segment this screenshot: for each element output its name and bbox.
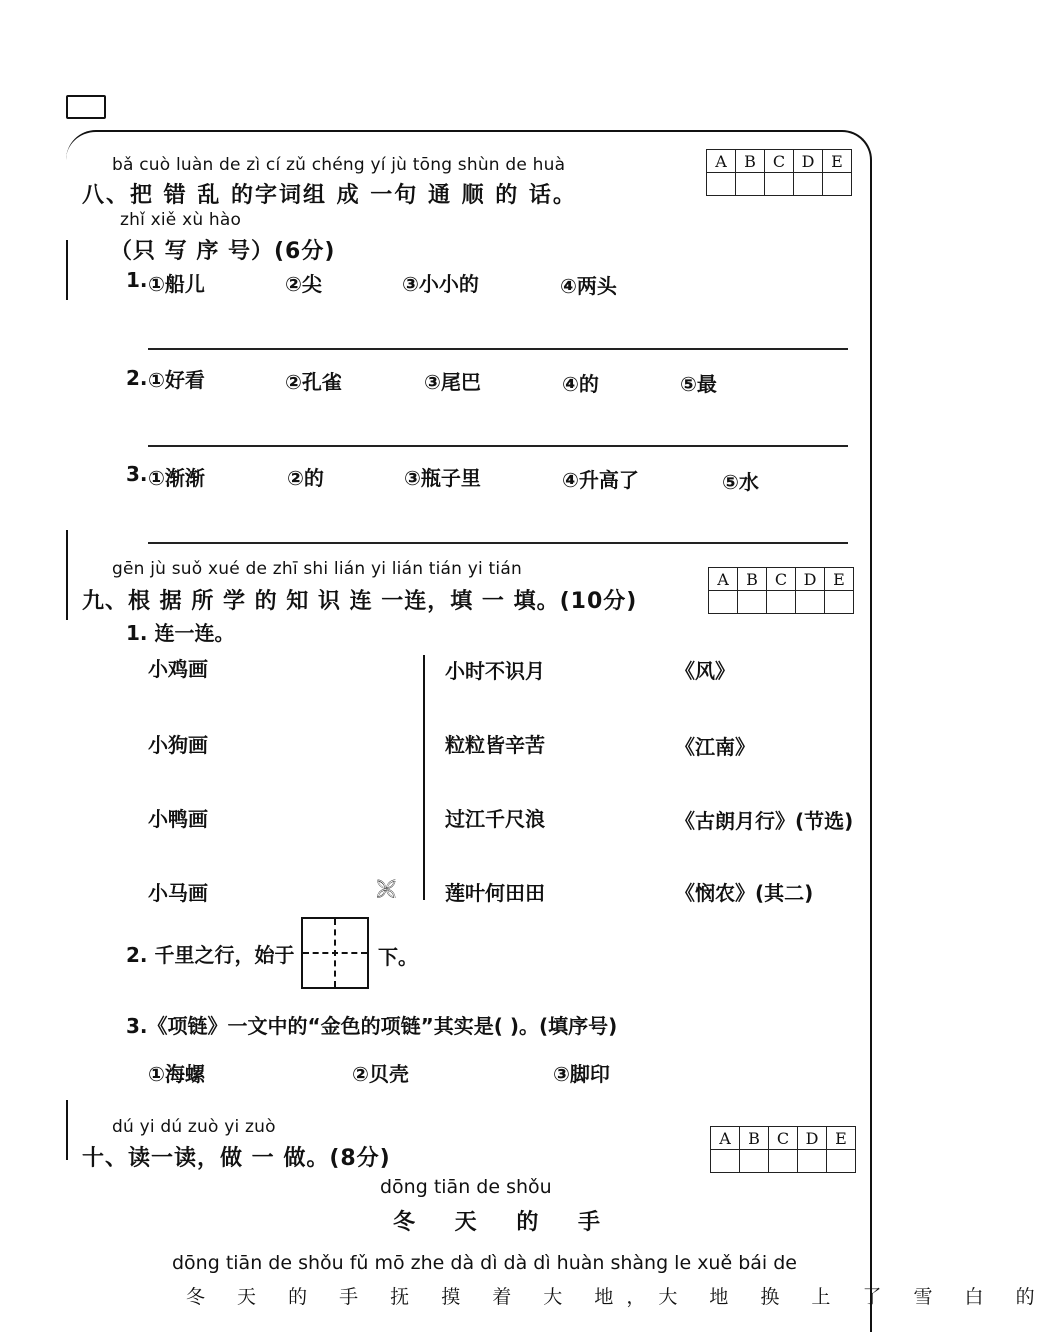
grade-cell[interactable] xyxy=(798,1150,827,1173)
q3-option: ③脚印 xyxy=(553,1062,610,1086)
q1-option: ①船儿 xyxy=(148,272,205,296)
match-right-item[interactable]: 《悯农》(其二) xyxy=(675,881,814,905)
grade-letter: A xyxy=(711,1127,740,1150)
grade-cell[interactable] xyxy=(827,1150,856,1173)
answer-line[interactable] xyxy=(148,542,848,544)
answer-line[interactable] xyxy=(148,348,848,350)
grade-letter: C xyxy=(769,1127,798,1150)
grade-letter: B xyxy=(738,568,767,591)
q3-option: ②的 xyxy=(287,466,324,490)
grade-letter: D xyxy=(798,1127,827,1150)
grade-letter: A xyxy=(707,150,736,173)
section10-pinyin: dú yi dú zuò yi zuò xyxy=(112,1117,276,1137)
q2-option: ④的 xyxy=(562,372,599,396)
section9-title: 九、根 据 所 学 的 知 识 连 一连，填 一 填。(10分) xyxy=(82,589,638,614)
grade-cell[interactable] xyxy=(796,591,825,614)
match-left-item[interactable]: 小鸡画 xyxy=(148,657,208,681)
poem-title: 冬 天 的 手 xyxy=(393,1210,616,1235)
q3-number: 3. xyxy=(126,462,148,486)
grade-letter: D xyxy=(794,150,823,173)
poem-line: 冬 天 的 手 抚 摸 着 大 地，大 地 换 上 了 雪 白 的 xyxy=(186,1286,1048,1308)
q2-option: ①好看 xyxy=(148,368,205,392)
q2-option: ②孔雀 xyxy=(285,370,342,394)
section8-pinyin: bǎ cuò luàn de zì cí zǔ chéng yí jù tōng shùn de huà xyxy=(112,155,566,175)
q2-option: ③尾巴 xyxy=(424,370,481,394)
grade-cell[interactable] xyxy=(711,1150,740,1173)
match-middle-item[interactable]: 粒粒皆辛苦 xyxy=(445,733,545,757)
q3-text: 3.《项链》一文中的“金色的项链”其实是( )。(填序号) xyxy=(126,1014,618,1038)
match-right-item[interactable]: 《风》 xyxy=(675,659,735,683)
q1-number: 1. xyxy=(126,268,148,292)
frame-tick xyxy=(66,1100,68,1160)
answer-line[interactable] xyxy=(148,445,848,447)
corner-box xyxy=(66,95,106,119)
grade-cell[interactable] xyxy=(738,591,767,614)
q2-text: 2. 千里之行，始于 xyxy=(126,943,295,967)
q1-option: ②尖 xyxy=(285,272,322,296)
grade-cell[interactable] xyxy=(825,591,854,614)
q3-option: ④升高了 xyxy=(562,468,639,492)
grade-table xyxy=(710,1126,856,1173)
grade-cell[interactable] xyxy=(709,591,738,614)
poem-title-pinyin: dōng tiān de shǒu xyxy=(380,1176,552,1198)
frame-tick xyxy=(66,530,68,620)
stray-mark: 🙨 xyxy=(376,877,397,901)
match-middle-item[interactable]: 莲叶何田田 xyxy=(445,881,545,905)
grade-cell[interactable] xyxy=(823,173,852,196)
q3-option: ⑤水 xyxy=(722,470,759,494)
grade-letter: B xyxy=(736,150,765,173)
section8-title: 八、把 错 乱 的字词组 成 一句 通 顺 的 话。 xyxy=(82,183,577,208)
q2-number: 2. xyxy=(126,366,148,390)
match-right-item[interactable]: 《江南》 xyxy=(675,735,755,759)
q1-option: ③小小的 xyxy=(402,272,479,296)
grade-letter: B xyxy=(740,1127,769,1150)
frame-tick xyxy=(66,240,68,300)
section9-pinyin: gēn jù suǒ xué de zhī shi lián yi lián tián yi tián xyxy=(112,559,522,579)
poem-line-pinyin: dōng tiān de shǒu fǔ mō zhe dà dì dà dì huàn shàng le xuě bái de xyxy=(172,1252,797,1274)
grade-letter: C xyxy=(765,150,794,173)
grade-cell[interactable] xyxy=(740,1150,769,1173)
q3-option: ①海螺 xyxy=(148,1062,205,1086)
match-left-item[interactable]: 小狗画 xyxy=(148,733,208,757)
grade-cell[interactable] xyxy=(707,173,736,196)
match-left-item[interactable]: 小鸭画 xyxy=(148,807,208,831)
grade-letter: D xyxy=(796,568,825,591)
section8-pinyin2: zhǐ xiě xù hào xyxy=(120,210,242,230)
grade-letter: E xyxy=(825,568,854,591)
q3-option: ②贝壳 xyxy=(352,1062,409,1086)
q2-suffix: 下。 xyxy=(378,945,418,969)
grade-letter: A xyxy=(709,568,738,591)
section8-subtitle: （只 写 序 号）(6分) xyxy=(110,239,336,264)
grade-table xyxy=(706,149,852,196)
grade-letter: C xyxy=(767,568,796,591)
grade-cell[interactable] xyxy=(765,173,794,196)
q1-label: 1. 连一连。 xyxy=(126,621,235,645)
q3-option: ③瓶子里 xyxy=(404,466,481,490)
match-right-item[interactable]: 《古朗月行》(节选) xyxy=(675,809,854,833)
grade-cell[interactable] xyxy=(794,173,823,196)
match-left-item[interactable]: 小马画 xyxy=(148,881,208,905)
q1-option: ④两头 xyxy=(560,274,617,298)
match-middle-item[interactable]: 过江千尺浪 xyxy=(445,807,545,831)
q3-option: ①渐渐 xyxy=(148,466,205,490)
grade-letter: E xyxy=(827,1127,856,1150)
grade-cell[interactable] xyxy=(736,173,765,196)
match-middle-item[interactable]: 小时不识月 xyxy=(445,659,545,683)
grade-letter: E xyxy=(823,150,852,173)
q2-option: ⑤最 xyxy=(680,372,717,396)
section10-title: 十、读一读，做 一 做。(8分) xyxy=(82,1146,391,1171)
column-divider xyxy=(423,655,425,900)
fill-in-box[interactable] xyxy=(301,917,369,989)
grade-table xyxy=(708,567,854,614)
grade-cell[interactable] xyxy=(769,1150,798,1173)
grade-cell[interactable] xyxy=(767,591,796,614)
